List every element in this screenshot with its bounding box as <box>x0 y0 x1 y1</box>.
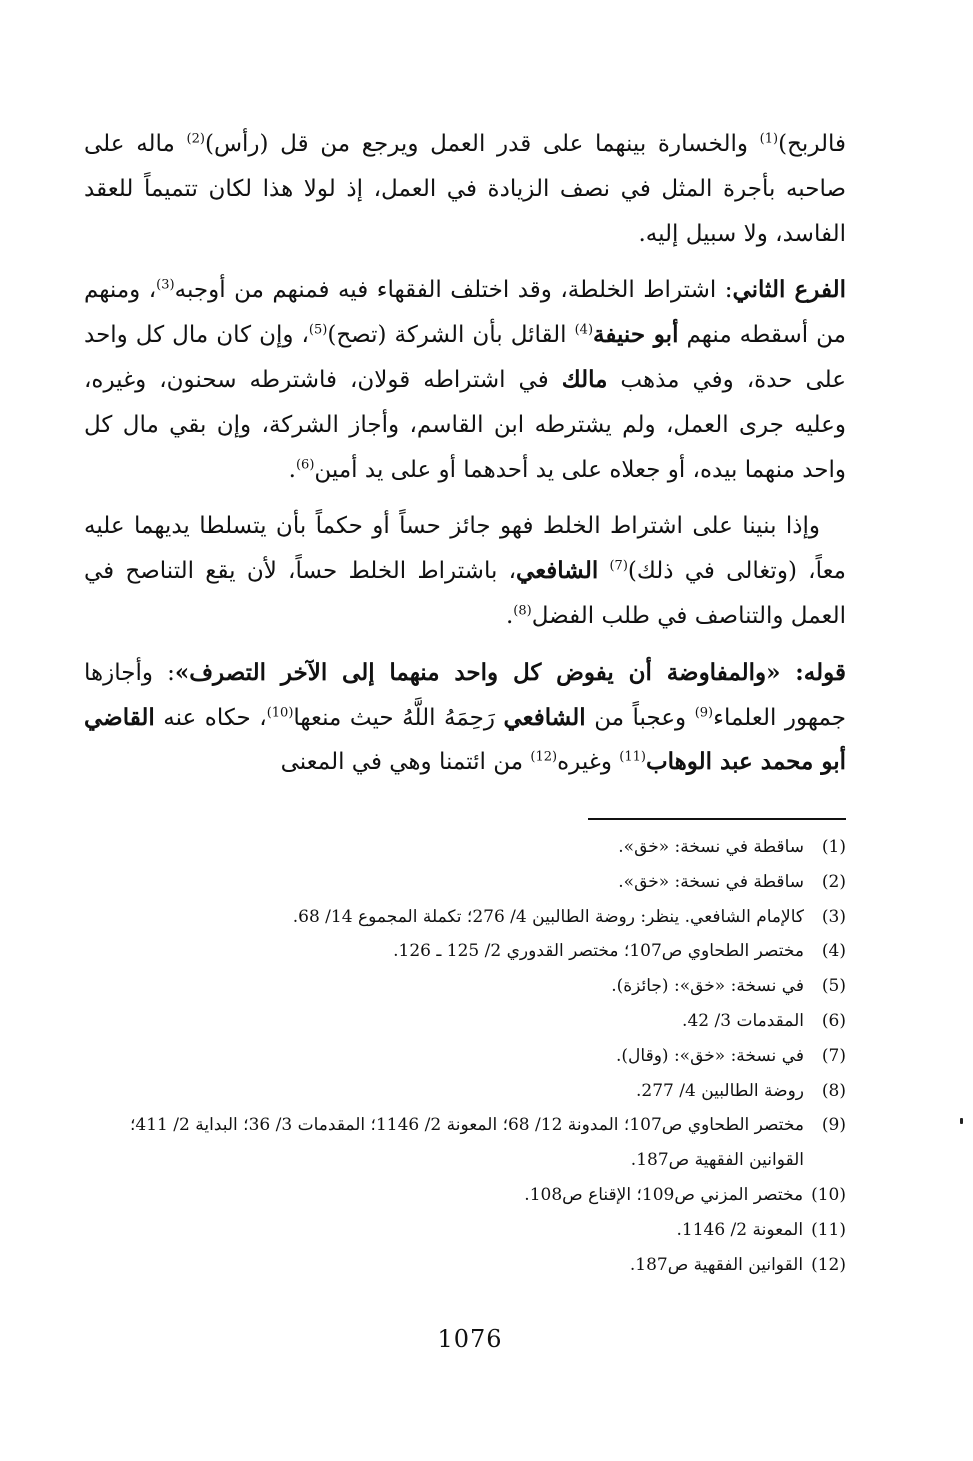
text-run: ، باشتراط الخلط حساً، لأن يقع التناصح في العمل والتناصف في طلب الفضل <box>84 558 846 629</box>
paragraph-4 <box>84 651 846 785</box>
footnote-divider <box>588 818 846 820</box>
footnote-ref: (9) <box>694 704 714 720</box>
footnote-ref: (2) <box>186 131 205 147</box>
footnote <box>100 1248 846 1283</box>
text-run: ، حكاه عنه <box>154 704 267 731</box>
text-run: رَحِمَهُ اللَّهُ حيث منعها <box>293 704 504 731</box>
footnote-number: (11) <box>811 1219 846 1240</box>
footnote-text: ساقطة في نسخة: «خق». <box>618 837 804 857</box>
paragraph-1 <box>84 122 846 256</box>
footnote <box>100 969 846 1004</box>
text-run <box>598 558 609 584</box>
footnote-number: (4) <box>821 941 846 962</box>
scan-speck <box>960 1118 963 1124</box>
footnote-number: (5) <box>821 976 846 997</box>
footnote <box>100 1108 846 1178</box>
footnote-number: (7) <box>821 1045 846 1066</box>
text-run: فالربح) <box>778 131 847 157</box>
footnote-ref: (5) <box>308 322 328 338</box>
text-run: من ائتمنا وهي في المعنى <box>280 749 531 776</box>
footnote-text: القوانين الفقهية ص187. <box>629 1254 804 1275</box>
section-heading: الفرع الثاني <box>732 276 846 304</box>
quoted-heading: قوله: «والمفاوضة أن يفوض كل واحد منهما إلى الآخر التصرف» <box>174 658 847 686</box>
footnote <box>100 900 846 935</box>
text-run: . <box>288 456 296 483</box>
footnote-number: (1) <box>821 837 846 857</box>
footnote-number: (8) <box>821 1080 846 1101</box>
footnote <box>100 934 846 969</box>
text-run: القائل بأن الشركة (تصح) <box>327 322 575 349</box>
footnote <box>100 830 846 865</box>
footnote-ref: (6) <box>295 456 315 472</box>
text-run: وإذا بنينا على اشتراط الخلط فهو جائز حساً أو حكماً بأن يتسلطا يديهما عليه معاً، (وتغالى في ذلك) <box>84 513 846 585</box>
bold-name: الشافعي <box>503 703 586 731</box>
footnote-ref: (12) <box>530 749 558 765</box>
footnote-ref: (8) <box>513 603 532 619</box>
footnote-ref: (7) <box>609 558 628 574</box>
footnote-text: في نسخة: «خق»: (جائزة). <box>611 976 804 997</box>
footnote-number: (12) <box>811 1254 846 1275</box>
footnote-text: في نسخة: «خق»: (وقال). <box>616 1045 804 1066</box>
footnote-ref: (3) <box>156 277 175 293</box>
footnote-text: المقدمات 3/ 42. <box>682 1010 804 1031</box>
footnote-text: مختصر الطحاوي ص107؛ مختصر القدوري 2/ 125 ـ 126. <box>393 941 804 962</box>
bold-name: أبو حنيفة <box>593 321 679 349</box>
bold-name: القاضي أبو محمد عبد الوهاب <box>84 703 846 776</box>
footnote <box>100 1039 846 1074</box>
footnote-text: ساقطة في نسخة: «خق». <box>618 871 804 892</box>
text-run: ، ومنهم من أسقطه منهم <box>84 277 846 349</box>
footnote-ref: (1) <box>759 131 779 147</box>
footnote <box>100 1178 846 1213</box>
footnote-text: كالإمام الشافعي. ينظر: روضة الطالبين 4/ 276؛ تكملة المجموع 14/ 68. <box>292 906 804 927</box>
footnote-text: المعونة 2/ 1146. <box>676 1219 804 1240</box>
footnote-text: روضة الطالبين 4/ 277. <box>635 1080 804 1101</box>
text-run: ماله على صاحبه بأجرة المثل في نصف الزيادة في العمل، إذ لولا هذا لكان تتميماً للعقد الفاسد، ولا سبيل إليه. <box>84 131 846 247</box>
footnote-number: (10) <box>811 1184 846 1205</box>
bold-name: مالك <box>561 365 608 393</box>
text-run: : وأجازها جمهور العلماء <box>84 659 846 731</box>
footnote-ref: (11) <box>619 749 646 765</box>
footnote <box>100 1074 846 1109</box>
text-run: ، وإن كان مال كل واحد على حدة، وفي مذهب <box>84 322 846 393</box>
text-run: في اشتراطه قولان، فاشترطه سحنون، وغيره، وعليه جرى العمل، ولم يشترطه ابن القاسم، وأجاز الشركة، وإن بقي مال كل واحد منهما بيده، أو جعلاه على يد أحدهما أو على يد أمين <box>84 366 846 483</box>
footnote-ref: (10) <box>266 704 294 720</box>
footnote <box>100 1004 846 1039</box>
bold-name: الشافعي <box>516 557 599 585</box>
text-run: : اشتراط الخلطة، وقد اختلف الفقهاء فيه فمنهم من أوجبه <box>174 277 733 304</box>
footnote-number: (9) <box>821 1115 846 1136</box>
text-run: وعجباً من <box>585 704 695 731</box>
page-number: 1076 <box>437 1325 503 1353</box>
footnote-text: مختصر المزني ص109؛ الإقناع ص108. <box>524 1184 804 1205</box>
footnotes <box>100 830 846 1282</box>
footnote-number: (3) <box>821 906 846 927</box>
footnote-ref: (4) <box>574 322 594 338</box>
footnote <box>100 865 846 900</box>
main-text <box>84 122 846 797</box>
footnote <box>100 1213 846 1248</box>
text-run: والخسارة بينهما على قدر العمل ويرجع من قل (رأس) <box>204 131 760 157</box>
footnote-number: (6) <box>821 1010 846 1031</box>
paragraph-3 <box>84 504 846 638</box>
paragraph-2 <box>84 268 846 492</box>
footnote-text: مختصر الطحاوي ص107؛ المدونة 12/ 68؛ المعونة 2/ 1146؛ المقدمات 3/ 36؛ البداية 2/ 411؛ القوانين الفقهية ص187. <box>130 1115 804 1171</box>
text-run: . <box>505 602 514 629</box>
footnote-number: (2) <box>821 871 846 892</box>
text-run: وغيره <box>557 749 620 776</box>
